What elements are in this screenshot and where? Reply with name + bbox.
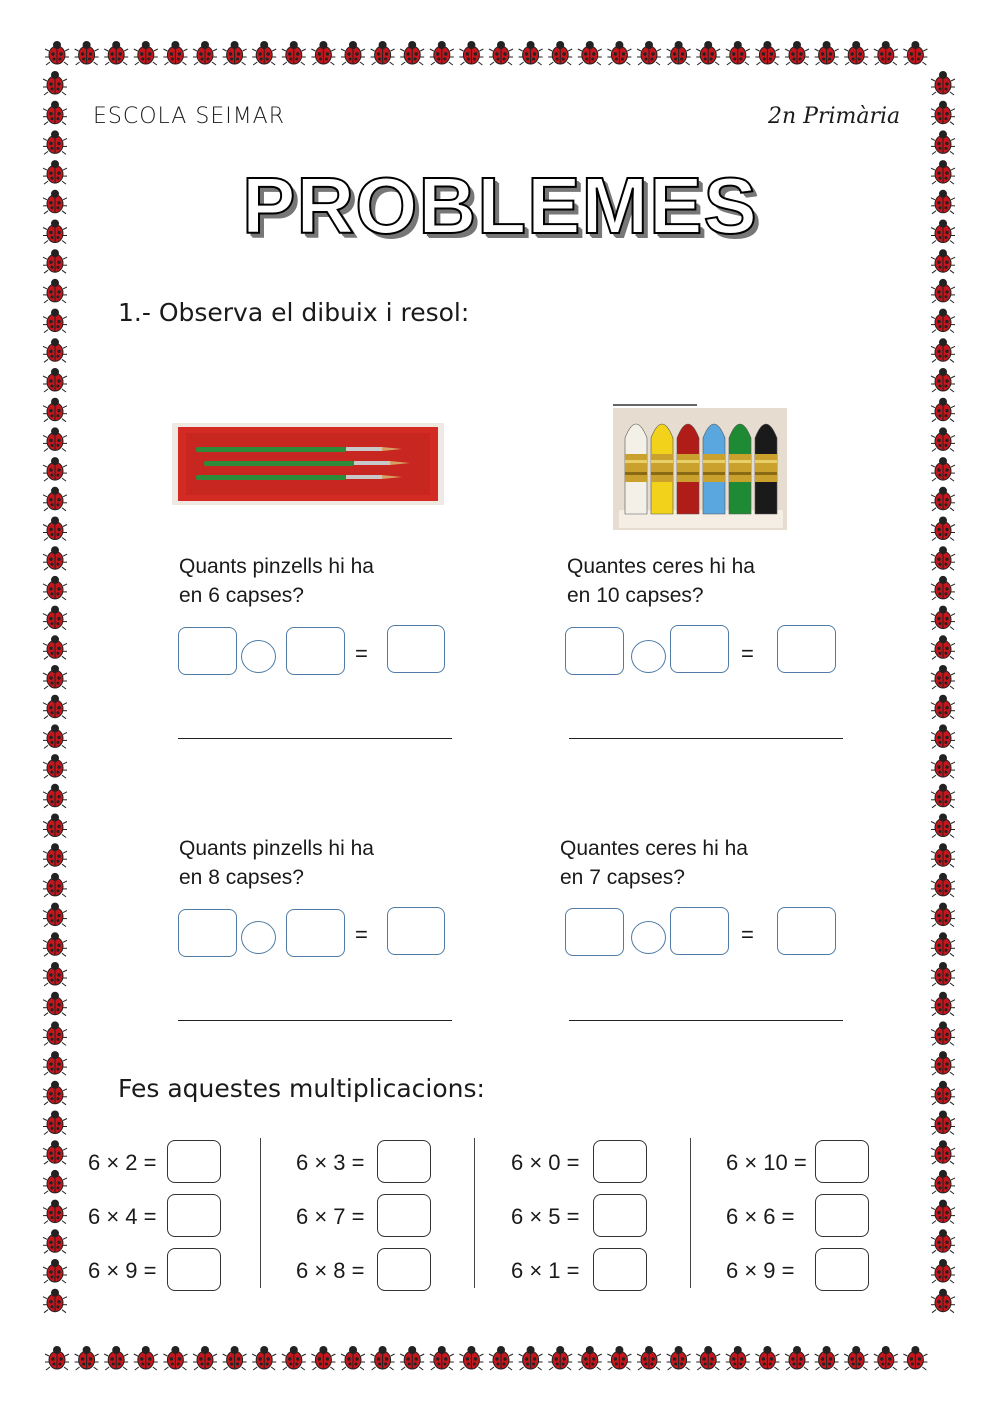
ladybug-icon <box>104 41 128 65</box>
ladybug-icon <box>134 1346 158 1370</box>
ladybug-icon <box>43 1170 67 1194</box>
ladybug-icon <box>371 41 395 65</box>
ladybug-icon <box>931 517 955 541</box>
ladybug-icon <box>341 41 365 65</box>
ladybug-icon <box>104 1346 128 1370</box>
problem-3-line1: Quants pinzells hi ha <box>179 837 374 860</box>
problem-1-line2: en 6 capses? <box>179 584 304 607</box>
ladybug-icon <box>43 814 67 838</box>
ladybug-icon <box>45 41 69 65</box>
ladybug-icon <box>931 903 955 927</box>
page-title: PROBLEMES <box>242 161 758 250</box>
ladybug-icon <box>43 992 67 1016</box>
ladybug-icon <box>459 41 483 65</box>
ladybug-icon <box>282 1346 306 1370</box>
problem-4-result-box[interactable] <box>777 907 836 955</box>
ladybug-icon <box>815 41 839 65</box>
ladybug-icon <box>931 1140 955 1164</box>
ladybug-icon <box>43 1200 67 1224</box>
ladybug-icon <box>931 457 955 481</box>
ladybug-icon <box>311 41 335 65</box>
ladybug-icon <box>519 1346 543 1370</box>
ladybug-icon <box>400 41 424 65</box>
crayon <box>651 424 673 514</box>
ladybug-icon <box>844 41 868 65</box>
ladybug-icon <box>43 695 67 719</box>
ladybug-icon <box>43 130 67 154</box>
ladybug-icon <box>43 576 67 600</box>
mult-expression: 6 × 9 = <box>88 1258 157 1283</box>
paintbrush-box-image <box>172 423 444 505</box>
problem-4-line1: Quantes ceres hi ha <box>560 837 748 860</box>
problem-3-line2: en 8 capses? <box>179 866 304 889</box>
ladybug-icon <box>931 101 955 125</box>
ladybug-icon <box>43 427 67 451</box>
mult-answer-box[interactable] <box>593 1140 647 1183</box>
ladybug-icon <box>844 1346 868 1370</box>
crayon-box-image <box>613 402 787 530</box>
ladybug-icon <box>43 903 67 927</box>
ladybug-icon <box>43 932 67 956</box>
column-divider <box>474 1138 475 1288</box>
ladybug-icon <box>341 1346 365 1370</box>
ladybug-icon <box>43 962 67 986</box>
problem-1-equals: = <box>355 641 368 666</box>
problem-4-factor-a-box[interactable] <box>565 908 624 956</box>
ladybug-icon <box>43 724 67 748</box>
ladybug-icon <box>43 784 67 808</box>
ladybug-icon <box>931 487 955 511</box>
ladybug-icon <box>43 368 67 392</box>
problem-1-result-box[interactable] <box>387 625 445 673</box>
problem-1-operator-circle[interactable] <box>241 640 276 673</box>
section2-instruction: Fes aquestes multiplicacions: <box>118 1074 485 1103</box>
ladybug-icon <box>755 1346 779 1370</box>
ladybug-icon <box>43 279 67 303</box>
ladybug-icon <box>931 249 955 273</box>
problem-2-result-box[interactable] <box>777 625 836 673</box>
ladybug-icon <box>931 665 955 689</box>
ladybug-icon <box>931 368 955 392</box>
problem-4-line2: en 7 capses? <box>560 866 685 889</box>
ladybug-icon <box>43 398 67 422</box>
ladybug-icon <box>400 1346 424 1370</box>
problem-2-line1: Quantes ceres hi ha <box>567 555 755 578</box>
problem-2-answer-line[interactable] <box>569 738 843 739</box>
problem-2-line2: en 10 capses? <box>567 584 704 607</box>
ladybug-icon <box>931 843 955 867</box>
mult-answer-box[interactable] <box>377 1140 431 1183</box>
problem-2-operator-circle[interactable] <box>631 640 666 673</box>
ladybug-icon <box>43 457 67 481</box>
problem-3-result-box[interactable] <box>387 907 445 955</box>
problem-4-equals: = <box>741 922 754 947</box>
mult-expression: 6 × 3 = <box>296 1150 365 1175</box>
mult-answer-box[interactable] <box>167 1194 221 1237</box>
ladybug-icon <box>43 873 67 897</box>
ladybug-icon <box>931 130 955 154</box>
ladybug-icon <box>578 41 602 65</box>
ladybug-icon <box>43 338 67 362</box>
ladybug-icon <box>874 41 898 65</box>
ladybug-icon <box>430 41 454 65</box>
mult-expression: 6 × 2 = <box>88 1150 157 1175</box>
ladybug-icon <box>696 41 720 65</box>
ladybug-icon <box>311 1346 335 1370</box>
mult-answer-box[interactable] <box>815 1248 869 1291</box>
ladybug-icon <box>931 71 955 95</box>
ladybug-icon <box>931 1259 955 1283</box>
ladybug-icon <box>755 41 779 65</box>
ladybug-icon <box>931 962 955 986</box>
ladybug-icon <box>43 487 67 511</box>
ladybug-icon <box>459 1346 483 1370</box>
ladybug-icon <box>548 1346 572 1370</box>
grade-label: 2n Primària <box>768 104 901 129</box>
ladybug-icon <box>931 338 955 362</box>
mult-expression: 6 × 6 = <box>726 1204 795 1229</box>
ladybug-icon <box>931 1051 955 1075</box>
ladybug-icon <box>43 1111 67 1135</box>
ladybug-icon <box>43 101 67 125</box>
ladybug-icon <box>931 1111 955 1135</box>
ladybug-icon <box>548 41 572 65</box>
ladybug-icon <box>43 1259 67 1283</box>
ladybug-icon <box>43 606 67 630</box>
ladybug-icon <box>931 1170 955 1194</box>
mult-answer-box[interactable] <box>593 1194 647 1237</box>
ladybug-icon <box>489 41 513 65</box>
ladybug-icon <box>931 1021 955 1045</box>
ladybug-icon <box>607 41 631 65</box>
problem-1-factor-a-box[interactable] <box>178 627 237 675</box>
problem-3-answer-line[interactable] <box>178 1020 452 1021</box>
column-divider <box>260 1138 261 1288</box>
ladybug-icon <box>931 814 955 838</box>
ladybug-icon <box>696 1346 720 1370</box>
ladybug-icon <box>726 41 750 65</box>
ladybug-icon <box>43 1021 67 1045</box>
ladybug-icon <box>931 1081 955 1105</box>
mult-expression: 6 × 1 = <box>511 1258 580 1283</box>
mult-answer-box[interactable] <box>815 1194 869 1237</box>
ladybug-icon <box>931 754 955 778</box>
ladybug-icon <box>931 546 955 570</box>
ladybug-icon <box>815 1346 839 1370</box>
mult-expression: 6 × 9 = <box>726 1258 795 1283</box>
problem-3-equals: = <box>355 922 368 947</box>
crayon <box>703 424 725 514</box>
school-name: ESCOLA SEIMAR <box>93 104 286 129</box>
ladybug-icon <box>578 1346 602 1370</box>
ladybug-icon <box>43 71 67 95</box>
ladybug-icon <box>931 427 955 451</box>
problem-3-factor-b-box[interactable] <box>286 909 345 957</box>
problem-2-equals: = <box>741 641 754 666</box>
ladybug-icon <box>931 695 955 719</box>
ladybug-icon <box>903 1346 927 1370</box>
ladybug-icon <box>489 1346 513 1370</box>
ladybug-icon <box>163 41 187 65</box>
mult-answer-box[interactable] <box>593 1248 647 1291</box>
problem-2-question <box>567 552 755 610</box>
problem-1-question <box>179 552 374 610</box>
mult-answer-box[interactable] <box>815 1140 869 1183</box>
ladybug-icon <box>45 1346 69 1370</box>
ladybug-icon <box>163 1346 187 1370</box>
column-divider <box>690 1138 691 1288</box>
ladybug-icon <box>931 398 955 422</box>
ladybug-icon <box>43 635 67 659</box>
mult-answer-box[interactable] <box>167 1248 221 1291</box>
ladybug-icon <box>726 1346 750 1370</box>
ladybug-icon <box>903 41 927 65</box>
ladybug-icon <box>43 665 67 689</box>
ladybug-icon <box>785 41 809 65</box>
ladybug-icon <box>637 1346 661 1370</box>
ladybug-icon <box>282 41 306 65</box>
ladybug-icon <box>931 1289 955 1313</box>
problem-4-operator-circle[interactable] <box>631 921 666 954</box>
ladybug-icon <box>43 249 67 273</box>
ladybug-icon <box>43 1289 67 1313</box>
ladybug-icon <box>43 546 67 570</box>
mult-expression: 6 × 0 = <box>511 1150 580 1175</box>
ladybug-icon <box>607 1346 631 1370</box>
problem-3-operator-circle[interactable] <box>241 921 276 954</box>
problem-3-question <box>179 834 374 892</box>
problem-4-answer-line[interactable] <box>569 1020 843 1021</box>
problem-1-factor-b-box[interactable] <box>286 627 345 675</box>
ladybug-icon <box>667 41 691 65</box>
ladybug-icon <box>43 843 67 867</box>
ladybug-icon <box>430 1346 454 1370</box>
ladybug-icon <box>931 784 955 808</box>
ladybug-icon <box>785 1346 809 1370</box>
ladybug-icon <box>43 517 67 541</box>
problem-4-factor-b-box[interactable] <box>670 907 729 955</box>
problem-1-line1: Quants pinzells hi ha <box>179 555 374 578</box>
ladybug-icon <box>931 992 955 1016</box>
section1-instruction: 1.- Observa el dibuix i resol: <box>118 298 470 327</box>
ladybug-icon <box>252 1346 276 1370</box>
ladybug-icon <box>43 1051 67 1075</box>
crayon <box>755 424 777 514</box>
ladybug-icon <box>223 1346 247 1370</box>
ladybug-icon <box>931 1200 955 1224</box>
mult-answer-box[interactable] <box>167 1140 221 1183</box>
ladybug-icon <box>134 41 158 65</box>
crayon <box>625 424 647 514</box>
ladybug-icon <box>931 606 955 630</box>
ladybug-icon <box>371 1346 395 1370</box>
mult-answer-box[interactable] <box>377 1248 431 1291</box>
problem-4-question <box>560 834 748 892</box>
ladybug-icon <box>43 1229 67 1253</box>
mult-expression: 6 × 4 = <box>88 1204 157 1229</box>
problem-2-factor-a-box[interactable] <box>565 627 624 675</box>
problem-3-factor-a-box[interactable] <box>178 909 237 957</box>
ladybug-icon <box>874 1346 898 1370</box>
ladybug-icon <box>931 635 955 659</box>
problem-1-answer-line[interactable] <box>178 738 452 739</box>
ladybug-icon <box>193 1346 217 1370</box>
ladybug-icon <box>637 41 661 65</box>
ladybug-icon <box>43 309 67 333</box>
ladybug-icon <box>931 724 955 748</box>
mult-expression: 6 × 8 = <box>296 1258 365 1283</box>
ladybug-icon <box>75 1346 99 1370</box>
ladybug-icon <box>931 932 955 956</box>
mult-expression: 6 × 7 = <box>296 1204 365 1229</box>
ladybug-icon <box>931 279 955 303</box>
ladybug-icon <box>43 1140 67 1164</box>
crayon <box>677 424 699 514</box>
ladybug-icon <box>252 41 276 65</box>
mult-expression: 6 × 10 = <box>726 1150 807 1175</box>
ladybug-icon <box>75 41 99 65</box>
crayon <box>729 424 751 514</box>
ladybug-icon <box>931 309 955 333</box>
problem-2-factor-b-box[interactable] <box>670 625 729 673</box>
ladybug-icon <box>519 41 543 65</box>
mult-answer-box[interactable] <box>377 1194 431 1237</box>
ladybug-icon <box>667 1346 691 1370</box>
ladybug-icon <box>193 41 217 65</box>
ladybug-icon <box>223 41 247 65</box>
ladybug-icon <box>931 873 955 897</box>
ladybug-icon <box>43 754 67 778</box>
ladybug-icon <box>43 1081 67 1105</box>
ladybug-icon <box>931 1229 955 1253</box>
ladybug-icon <box>931 576 955 600</box>
mult-expression: 6 × 5 = <box>511 1204 580 1229</box>
